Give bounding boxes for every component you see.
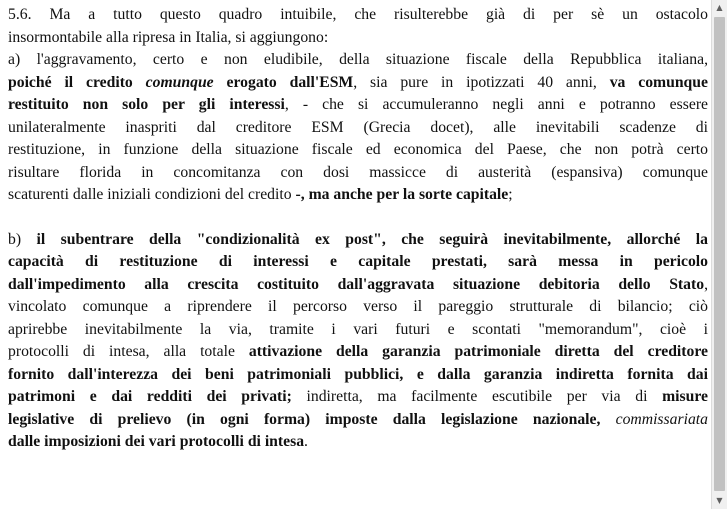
text-line: 5.6. Ma a tutto questo quadro intuibile, che risulterebbe già di per sè un ostacolo: [8, 6, 708, 23]
bold-text: patrimoni e dai redditi dei privati;: [8, 388, 292, 405]
scrollbar-thumb[interactable]: [714, 17, 725, 491]
text-line: b) il subentrare della "condizionalità ex post", che seguirà inevitabilmente, allorché la: [8, 230, 708, 248]
text-line: restituzione, in funzione della situazione fiscale ed economica del Paese, che non potrà certo: [8, 141, 708, 158]
text-line: scaturenti dalle iniziali condizioni del credito -, ma anche per la sorte capitale;: [8, 186, 513, 203]
text-line: protocolli di intesa, alla totale attivazione della garanzia patrimoniale diretta del creditore: [8, 343, 708, 360]
bold-text: fornito dall'interezza dei beni patrimoniali pubblici, e dalla garanzia indiretta fornita dai: [8, 365, 708, 383]
paragraph-5-6-intro: [8, 4, 708, 49]
paragraph-b: [8, 229, 708, 454]
vertical-scrollbar[interactable]: [711, 0, 727, 509]
bold-text: misure: [662, 388, 708, 405]
text-line: restituito non solo per gli interessi, - che si accumuleranno negli anni e potranno essere: [8, 96, 709, 113]
text-line: dall'impedimento alla crescita costituito dall'aggravata situazione debitoria dello Stato,: [8, 275, 708, 293]
document-text: [8, 4, 708, 454]
bold-text: poiché il credito comunque erogato dall'ESM: [8, 73, 354, 91]
paragraph-gap: [8, 207, 708, 229]
text-line: risultare florida in concomitanza con dosi massicce di austerità (espansiva) comunque: [8, 163, 708, 181]
paragraph-a: [8, 49, 708, 207]
text-line: patrimoni e dai redditi dei privati; indiretta, ma facilmente escutibile per via di misure: [8, 388, 708, 405]
text-line: [8, 251, 708, 274]
text-line: dalle imposizioni dei vari protocolli di intesa.: [8, 433, 308, 450]
text-line: unilateralmente inaspriti dal creditore ESM (Grecia docet), alle inevitabili scadenze di: [8, 118, 708, 136]
text-line: insormontabile alla ripresa in Italia, si aggiungono:: [8, 28, 329, 46]
bold-text: dalle imposizioni dei vari protocolli di intesa: [8, 433, 305, 450]
bold-text: il subentrare della "condizionalità ex post", che seguirà inevitabilmente, allorché la: [36, 230, 708, 248]
text-line: vincolato comunque a riprendere il percorso verso il pareggio strutturale di bilancio; ciò: [8, 298, 708, 315]
text-line: [8, 409, 708, 432]
bold-text: legislative di prelievo (in ogni forma) imposte dalla legislazione nazionale,: [8, 410, 616, 428]
bold-text: capacità di restituzione di interessi e capitale prestati, sarà messa in pericolo: [8, 253, 708, 270]
bold-text: restituito non solo per gli interessi: [8, 96, 285, 113]
bold-text: attivazione della garanzia patrimoniale diretta del creditore: [248, 343, 708, 360]
text-line: [8, 364, 708, 387]
text-line: a) l'aggravamento, certo e non eludibile, della situazione fiscale della Repubblica italiana,: [8, 51, 708, 68]
bold-text: dall'impedimento alla crescita costituito dall'aggravata situazione debitoria dello Stato: [8, 275, 705, 293]
bold-text: -, ma anche per la sorte capitale: [295, 186, 509, 203]
text-line: poiché il credito comunque erogato dall'ESM, sia pure in ipotizzati 40 anni, va comunque: [8, 73, 708, 91]
text-line: aprirebbe inevitabilmente la via, tramite i vari futuri e scontati "memorandum", cioè i: [8, 320, 708, 338]
scroll-down-arrow-icon[interactable]: ▼: [716, 496, 723, 505]
bold-text: va comunque: [609, 73, 708, 91]
italic-text: commissariata: [615, 410, 708, 428]
scroll-up-arrow-icon[interactable]: ▲: [716, 3, 723, 12]
